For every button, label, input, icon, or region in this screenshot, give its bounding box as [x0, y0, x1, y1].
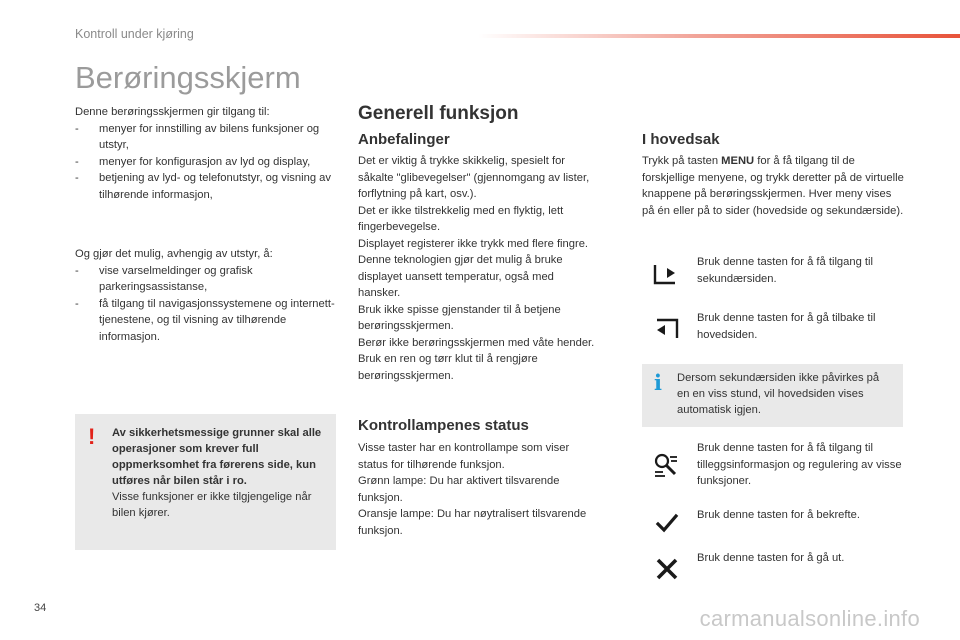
- intro-lead: Denne berøringsskjermen gir tilgang til:: [75, 106, 270, 118]
- next-page-icon: [653, 260, 679, 286]
- status-text: [358, 440, 626, 539]
- text-line: såkalte "glibevegelser" (gjennomgang av lister,: [358, 171, 590, 184]
- intro-list: [75, 121, 337, 204]
- page-number: 34: [34, 602, 47, 614]
- settings-wrench-icon: [653, 452, 679, 478]
- text-line: Oransje lampe: Du har nøytralisert tilsvarende: [358, 508, 587, 520]
- previous-page-text: Bruk denne tasten for å gå tilbake til hovedsiden.: [697, 312, 876, 341]
- list-item: - få tilgang til navigasjonssystemene og internett-tjenestene, og til visning av tilhørende informasjon.: [75, 296, 337, 346]
- text-line: berøringsskjermen.: [358, 369, 454, 382]
- text-line: Grønn lampe: Du har aktivert tilsvarende: [358, 475, 560, 487]
- exit-text: Bruk denne tasten for å gå ut.: [697, 552, 845, 564]
- also-section: [75, 246, 337, 345]
- main-paragraph: [642, 153, 906, 219]
- recommendations-text: [358, 153, 626, 384]
- also-lead: Og gjør det mulig, avhengig av utstyr, å:: [75, 248, 273, 260]
- text-line: funksjon.: [358, 491, 403, 504]
- info-text: Dersom sekundærsiden ikke påvirkes på en en viss stund, vil hovedsiden vises automatisk igjen.: [677, 372, 880, 416]
- status-heading: Kontrollampenes status: [358, 417, 529, 434]
- main-pre: Trykk på tasten: [642, 155, 722, 167]
- general-heading: Generell funksjon: [358, 103, 519, 124]
- settings-text: Bruk denne tasten for å få tilgang til tilleggsinformasjon og regulering av visse funksjoner.: [697, 442, 902, 487]
- text-line: forflytning på kart, osv.).: [358, 188, 477, 200]
- menu-key-label: MENU: [721, 155, 755, 167]
- list-item: - menyer for konfigurasjon av lyd og display,: [75, 154, 337, 171]
- also-list: [75, 263, 337, 346]
- intro-section: [75, 104, 337, 203]
- previous-page-icon: [653, 317, 679, 343]
- info-icon: i: [654, 370, 662, 395]
- close-icon: [654, 556, 680, 582]
- text-line: fingerbevegelse.: [358, 221, 441, 233]
- list-item: - vise varselmeldinger og grafisk parkeringsassistanse,: [75, 263, 337, 296]
- page-title: Berøringsskjerm: [75, 60, 301, 95]
- text-line: Displayet registerer ikke trykk med flere fingre.: [358, 237, 589, 250]
- text-line: funksjon.: [358, 524, 403, 537]
- warning-text: [112, 425, 327, 521]
- text-line: Berør ikke berøringsskjermen med våte hender.: [358, 336, 595, 349]
- text-line: Det er ikke tilstrekkelig med en flyktig, lett: [358, 204, 564, 217]
- running-header: Kontroll under kjøring: [75, 27, 194, 41]
- warning-bold: Av sikkerhetsmessige grunner skal alle operasjoner som krever full oppmerksomhet fra førerens side, kun utføres når bilen står i ro.: [112, 427, 322, 487]
- warning-note: Visse funksjoner er ikke tilgjengelige når bilen kjører.: [112, 491, 312, 519]
- header-rule: [478, 34, 960, 38]
- text-line: Denne teknologien gjør det mulig å bruke: [358, 254, 563, 266]
- confirm-text: Bruk denne tasten for å bekrefte.: [697, 509, 860, 521]
- text-line: hansker.: [358, 287, 401, 299]
- text-line: displayet uansett temperatur, også med: [358, 270, 554, 283]
- main-post: for å få tilgang til de forskjellige menyene, og trykk deretter på de virtuelle knappene på berøringsskjermen. Hver meny vises på én eller på to sider (hovedside og sekundærside).: [642, 155, 904, 217]
- text-line: status for tilhørende funksjon.: [358, 458, 505, 471]
- warning-icon: !: [88, 424, 96, 449]
- list-item: - menyer for innstilling av bilens funksjoner og utstyr,: [75, 121, 337, 154]
- main-heading: I hovedsak: [642, 131, 720, 148]
- text-line: Visse taster har en kontrollampe som viser: [358, 442, 570, 454]
- list-item: - betjening av lyd- og telefonutstyr, og visning av tilhørende informasjon,: [75, 170, 337, 203]
- checkmark-icon: [654, 510, 680, 536]
- next-page-text: Bruk denne tasten for å få tilgang til sekundærsiden.: [697, 256, 874, 285]
- text-line: Bruk ikke spisse gjenstander til å betjene: [358, 303, 561, 316]
- text-line: berøringsskjermen.: [358, 320, 454, 332]
- recommendations-heading: Anbefalinger: [358, 131, 450, 148]
- text-line: Bruk en ren og tørr klut til å rengjøre: [358, 353, 538, 365]
- footer-watermark: carmanualsonline.info: [699, 606, 920, 631]
- text-line: Det er viktig å trykke skikkelig, spesielt for: [358, 155, 566, 167]
